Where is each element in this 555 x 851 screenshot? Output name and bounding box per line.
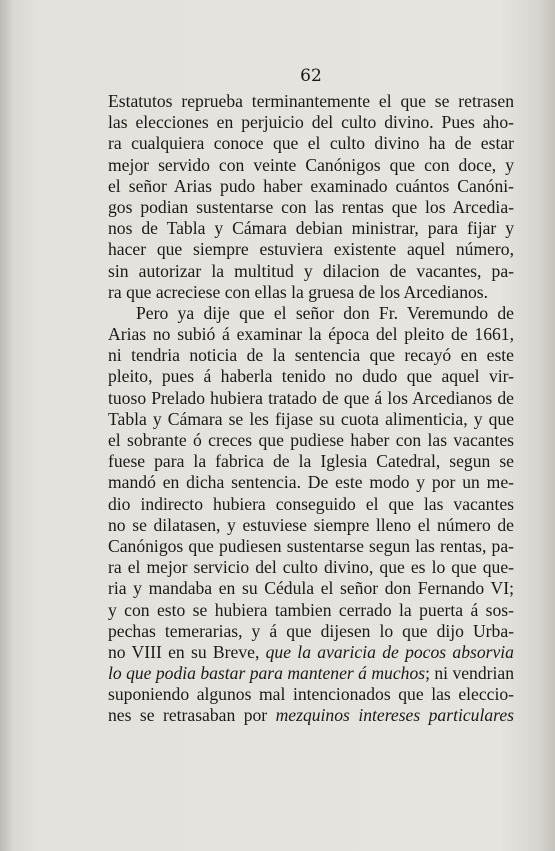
paragraph-end-line: ra que acreciese con ellas la gruesa de los Arcedianos. <box>108 281 489 302</box>
text-line: suponiendo algunos mal intencionados que las eleccio- <box>108 684 514 705</box>
text-line: el señor Arias pudo haber examinado cuántos Canóni- <box>108 175 514 196</box>
body-text <box>108 91 514 727</box>
text-line: gos podian sustentarse con las rentas que los Arcedia- <box>108 196 514 217</box>
text-line: tuoso Prelado hubiera tratado de que á los Arcedianos de <box>108 387 514 408</box>
text-line: mejor servido con veinte Canónigos que con doce, y <box>108 154 514 175</box>
text-segment: ; ni vendrian <box>425 663 514 684</box>
text-segment: no VIII en su Breve, <box>108 641 266 662</box>
italic-quote: que la avaricia de pocos absorvia <box>265 641 514 662</box>
text-line: Arias no subió á examinar la época del pleito de 1661, <box>108 324 514 345</box>
text-line: fuese para la fabrica de la Iglesia Catedral, segun se <box>108 451 514 472</box>
text-segment: nes se retrasaban por <box>108 705 276 726</box>
text-line: dio indirecto hubiera conseguido el que las vacantes <box>108 493 514 514</box>
text-line: nos de Tabla y Cámara debian ministrar, para fijar y <box>108 218 514 239</box>
page-number: 62 <box>300 66 322 86</box>
text-line: Estatutos reprueba terminantemente el que se retrasen <box>108 91 514 111</box>
text-line-with-italic <box>108 705 514 726</box>
text-line: pechas temerarias, y á que dijesen lo que dijo Urba- <box>108 620 514 641</box>
text-line: el sobrante ó creces que pudiese haber con las vacantes <box>108 430 514 450</box>
text-line: no se dilatasen, y estuviese siempre lleno el número de <box>108 514 514 535</box>
text-line: mandó en dicha sentencia. De este modo y por un me- <box>108 472 514 493</box>
text-line: Canónigos que pudiesen sustentarse segun las rentas, pa- <box>108 535 514 556</box>
text-line: Tabla y Cámara se les fijase su cuota alimenticia, y que <box>108 408 514 429</box>
text-line: sin autorizar la multitud y dilacion de vacantes, pa- <box>108 260 514 281</box>
text-line: las elecciones en perjuicio del culto divino. Pues aho- <box>108 112 514 133</box>
italic-phrase: mezquinos intereses particulares <box>275 705 514 726</box>
text-line: ria y mandaba en su Cédula el señor don Fernando VI; <box>108 578 514 599</box>
text-line: ra el mejor servicio del culto divino, que es lo que que- <box>108 557 514 578</box>
text-line: pleito, pues á haberla tenido no dudo que aquel vir- <box>108 366 514 387</box>
italic-quote: lo que podia bastar para mantener á muchos <box>108 663 426 684</box>
text-line-with-italic <box>108 642 514 663</box>
text-line: hacer que siempre estuviera existente aquel número, <box>108 239 514 260</box>
text-line: y con esto se hubiera tambien cerrado la puerta á sos- <box>108 599 514 620</box>
text-line: ra cualquiera conoce que el culto divino ha de estar <box>108 133 514 154</box>
text-line: ni tendria noticia de la sentencia que recayó en este <box>108 345 514 366</box>
text-line-with-italic <box>108 663 514 684</box>
paragraph-start-line: Pero ya dije que el señor don Fr. Veremundo de <box>136 302 514 323</box>
